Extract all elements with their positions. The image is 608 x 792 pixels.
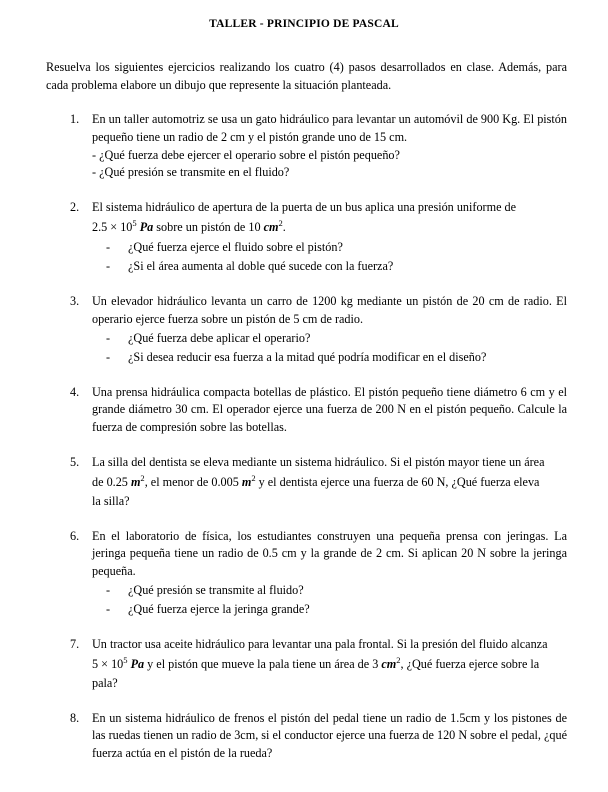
exercise-text: Una prensa hidráulica compacta botellas de plástico. El pistón pequeño tiene diámetro 6 cm y el grande diámetro 30 cm. El operador ejerce una fuerza de 200 N en el pistón pequeño. Calcule la fuerza de compresión sobre las botellas. bbox=[92, 384, 567, 435]
area-value: 10 bbox=[248, 219, 261, 234]
exercise-item bbox=[0, 384, 608, 437]
times-symbol: × bbox=[101, 656, 109, 671]
subquestion-text: ¿Si desea reducir esa fuerza a la mitad qué podría modificar en el diseño? bbox=[128, 349, 487, 364]
exercise-item bbox=[0, 636, 608, 693]
exercise-text: En un sistema hidráulico de frenos el pistón del pedal tiene un radio de 1.5cm y los pistones de las ruedas tienen un radio de 3cm, si el conductor ejerce una fuerza de 120 N sobre el pedal, ¿qué fuerza actúa en el pistón de la rueda? bbox=[92, 710, 567, 761]
area-value: 3 bbox=[372, 656, 379, 671]
power-base: 10 bbox=[111, 656, 124, 671]
exercise-item bbox=[0, 111, 608, 182]
pressure-value: 2.5 bbox=[92, 219, 108, 234]
subquestion-text: ¿Qué fuerza debe aplicar el operario? bbox=[128, 330, 311, 345]
area-major-value: 0.25 bbox=[106, 474, 128, 489]
subquestion-text: ¿Qué presión se transmite al fluido? bbox=[128, 582, 304, 597]
exercise-item bbox=[0, 710, 608, 763]
area-exponent: 2 bbox=[278, 217, 283, 228]
exercise-item bbox=[0, 293, 608, 367]
page-title: TALLER - PRINCIPIO DE PASCAL bbox=[209, 18, 399, 30]
dash-bullet: - bbox=[106, 349, 111, 364]
exercise-number: 1. bbox=[70, 112, 80, 126]
dash-bullet: - bbox=[106, 582, 111, 597]
exercise-text: Un tractor usa aceite hidráulico para levantar una pala frontal. Si la presión del fluido alcanza bbox=[92, 636, 548, 651]
exercise-item bbox=[0, 454, 608, 511]
area-exponent: 2 bbox=[396, 654, 401, 665]
exercise-math-line bbox=[92, 217, 567, 238]
exercise-text: El sistema hidráulico de apertura de la puerta de un bus aplica una presión uniforme de bbox=[92, 200, 517, 215]
exercise-text: Un elevador hidráulico levanta un carro de 1200 kg mediante un pistón de 20 cm de radio. El operario ejerce fuerza sobre un pistón de 5 cm de radio. bbox=[92, 293, 567, 326]
subquestion-text: ¿Si el área aumenta al doble qué sucede con la fuerza? bbox=[128, 258, 394, 273]
exercise-number: 2. bbox=[70, 200, 80, 215]
exercise-number: 5. bbox=[70, 454, 80, 469]
exercise-subquestion: - ¿Qué presión se transmite en el fluido? bbox=[92, 165, 290, 180]
math-tail: . bbox=[282, 219, 286, 234]
exercise-text: En un taller automotriz se usa un gato hidráulico para levantar un automóvil de 900 Kg. El pistón pequeño tiene un radio de 2 cm y el pistón grande uno de 15 cm. bbox=[92, 112, 567, 144]
area-major-unit: m bbox=[130, 474, 141, 489]
exercise-list bbox=[0, 111, 608, 763]
power-base: 10 bbox=[120, 219, 133, 234]
exercise-subquestion bbox=[92, 581, 567, 600]
exercise-math-line bbox=[92, 472, 567, 493]
exercise-text-continued: la silla? bbox=[92, 493, 130, 508]
pressure-unit: Pa bbox=[130, 656, 145, 671]
exercise-number: 8. bbox=[70, 710, 80, 725]
dash-bullet: - bbox=[106, 330, 111, 345]
exercise-text: En el laboratorio de física, los estudiantes construyen una pequeña prensa con jeringas. La jeringa pequeña tiene un radio de 0.5 cm y la grande de 2 cm. Si aplican 20 N sobre la jeringa pequeña. bbox=[92, 528, 567, 579]
math-tail: y el dentista ejerce una fuerza de 60 N, ¿Qué fuerza eleva bbox=[258, 474, 540, 489]
area-unit: cm bbox=[263, 219, 279, 234]
math-prefix: de bbox=[92, 474, 104, 489]
exercise-math-line bbox=[92, 654, 567, 675]
math-middle-text: sobre un pistón de bbox=[156, 219, 246, 234]
subquestion-text: ¿Qué fuerza ejerce el fluido sobre el pistón? bbox=[128, 239, 343, 254]
power-exponent: 5 bbox=[123, 654, 128, 665]
area-major-exponent: 2 bbox=[140, 472, 145, 483]
times-symbol: × bbox=[110, 219, 118, 234]
exercise-subquestion bbox=[92, 329, 567, 348]
area-minor-value: 0.005 bbox=[211, 474, 239, 489]
exercise-text: La silla del dentista se eleva mediante un sistema hidráulico. Si el pistón mayor tiene un área bbox=[92, 454, 545, 469]
exercise-number: 7. bbox=[70, 636, 80, 651]
exercise-subquestion bbox=[92, 600, 567, 619]
area-minor-unit: m bbox=[241, 474, 252, 489]
pressure-unit: Pa bbox=[139, 219, 154, 234]
pressure-value: 5 bbox=[92, 656, 99, 671]
dash-bullet: - bbox=[106, 258, 111, 273]
exercise-number: 3. bbox=[70, 293, 80, 308]
math-tail: , ¿Qué fuerza ejerce sobre la bbox=[400, 656, 540, 671]
math-middle-text: , el menor de bbox=[144, 474, 209, 489]
math-middle-text: y el pistón que mueve la pala tiene un área de bbox=[147, 656, 370, 671]
exercise-subquestion bbox=[92, 257, 567, 276]
exercise-text-continued: pala? bbox=[92, 675, 118, 690]
exercise-subquestion bbox=[92, 238, 567, 257]
subquestion-text: ¿Qué fuerza ejerce la jeringa grande? bbox=[128, 601, 310, 616]
power-exponent: 5 bbox=[132, 217, 137, 228]
intro-paragraph: Resuelva los siguientes ejercicios realizando los cuatro (4) pasos desarrollados en clase. Además, para cada problema elabore un dibujo que represente la situación planteada. bbox=[46, 60, 567, 92]
exercise-item bbox=[0, 528, 608, 619]
exercise-number: 4. bbox=[70, 384, 80, 399]
dash-bullet: - bbox=[106, 239, 111, 254]
exercise-subquestion: - ¿Qué fuerza debe ejercer el operario sobre el pistón pequeño? bbox=[92, 147, 400, 162]
exercise-number: 6. bbox=[70, 528, 80, 543]
exercise-subquestion bbox=[92, 348, 567, 367]
dash-bullet: - bbox=[106, 601, 111, 616]
area-minor-exponent: 2 bbox=[251, 472, 256, 483]
area-unit: cm bbox=[381, 656, 397, 671]
exercise-item bbox=[0, 199, 608, 276]
